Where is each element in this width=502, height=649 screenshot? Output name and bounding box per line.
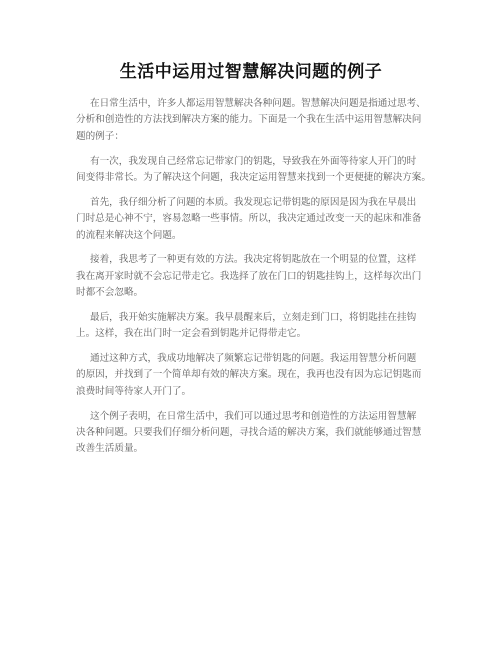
paragraph-7 — [76, 409, 436, 458]
paragraph-line: 分析和创造性的方法找到解决方案的能力。下面是一个我在生活中运用智慧解决问 — [76, 114, 422, 126]
paragraph-line: 上。这样，我在出门时一定会看到钥匙并记得带走它。 — [76, 328, 307, 340]
document-body — [76, 96, 436, 466]
paragraph-6 — [76, 351, 436, 400]
paragraph-line: 通过这种方式，我成功地解决了频繁忘记带钥匙的问题。我运用智慧分析问题 — [90, 353, 417, 365]
paragraph-3 — [76, 195, 436, 244]
paragraph-1 — [76, 96, 436, 145]
paragraph-line: 在日常生活中，许多人都运用智慧解决各种问题。智慧解决问题是指通过思考、 — [90, 98, 426, 109]
paragraph-line: 时都不会忽略。 — [76, 287, 144, 299]
paragraph-line: 的流程来解决这个问题。 — [76, 229, 182, 241]
paragraph-2 — [76, 154, 436, 187]
paragraph-line: 浪费时间等待家人开门了。 — [76, 385, 192, 397]
paragraph-line: 题的例子： — [76, 130, 124, 142]
paragraph-line: 首先，我仔细分析了问题的本质。我发现忘记带钥匙的原因是因为我在早晨出 — [90, 196, 417, 208]
paragraph-line: 最后，我开始实施解决方案。我早晨醒来后，立刻走到门口，将钥匙挂在挂钩 — [90, 311, 417, 323]
paragraph-line: 有一次，我发现自己经常忘记带家门的钥匙，导致我在外面等待家人开门的时 — [90, 155, 417, 167]
paragraph-line: 改善生活质量。 — [76, 443, 144, 455]
paragraph-5 — [76, 310, 436, 343]
paragraph-line: 接着，我思考了一种更有效的方法。我决定将钥匙放在一个明显的位置，这样 — [90, 254, 417, 266]
document-title: 生活中运用过智慧解决问题的例子 — [119, 62, 383, 82]
paragraph-4 — [76, 252, 436, 301]
paragraph-line: 门时总是心神不宁，容易忽略一些事情。所以，我决定通过改变一天的起床和准备 — [76, 213, 422, 225]
paragraph-line: 这个例子表明，在日常生活中，我们可以通过思考和创造性的方法运用智慧解 — [90, 410, 417, 422]
paragraph-line: 我在离开家时就不会忘记带走它。我选择了放在门口的钥匙挂钩上，这样每次出门 — [76, 270, 422, 282]
paragraph-line: 的原因，并找到了一个简单却有效的解决方案。现在，我再也没有因为忘记钥匙而 — [76, 369, 422, 381]
paragraph-line: 决各种问题。只要我们仔细分析问题，寻找合适的解决方案，我们就能够通过智慧 — [76, 426, 422, 438]
paragraph-line: 间变得非常长。为了解决这个问题，我决定运用智慧来找到一个更便捷的解决方案。 — [76, 171, 431, 183]
